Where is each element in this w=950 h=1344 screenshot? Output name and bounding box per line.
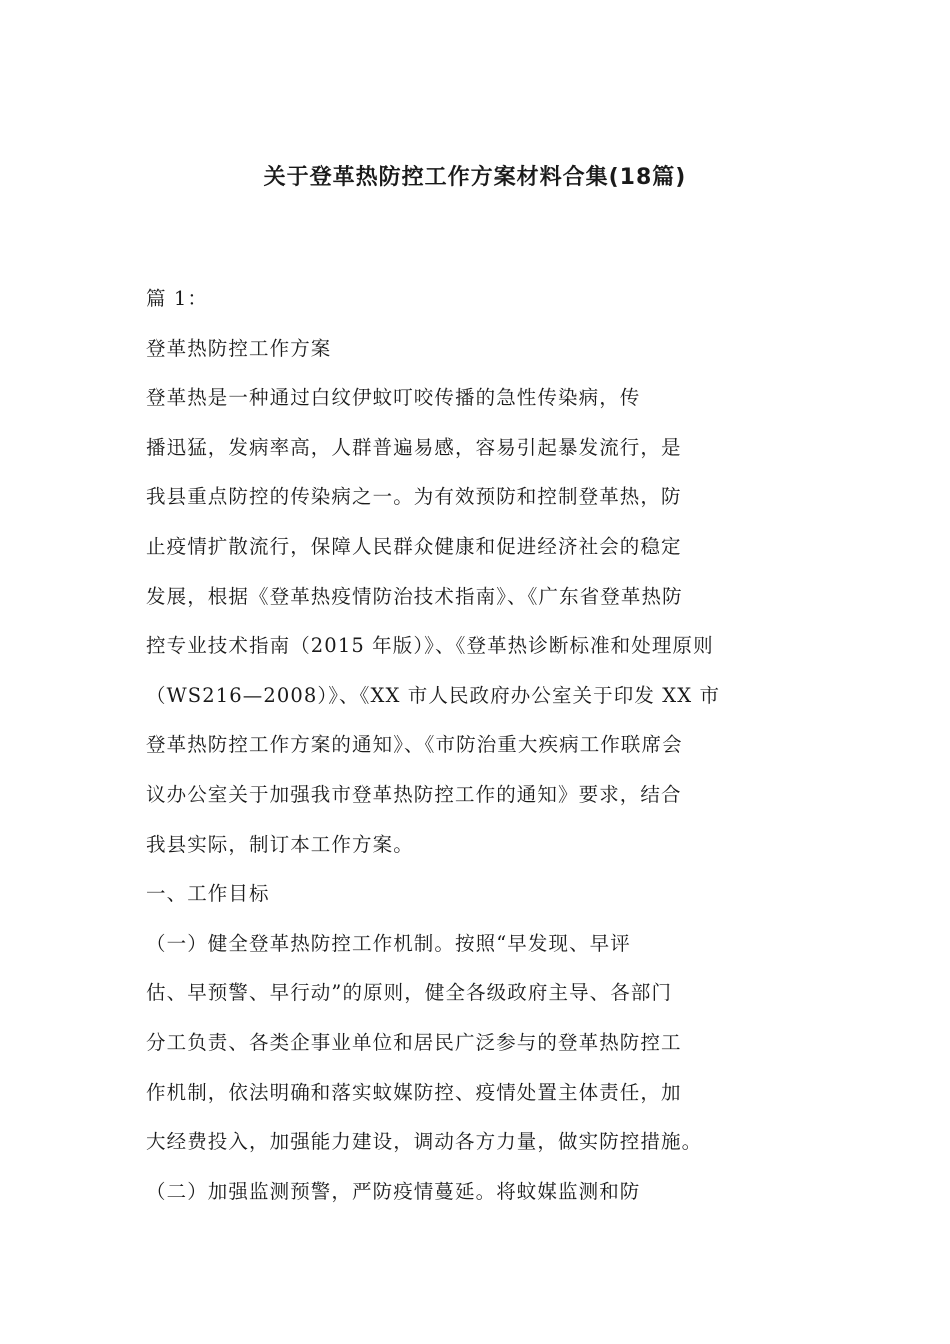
text-line: 我县重点防控的传染病之一。为有效预防和控制登革热，防 — [146, 485, 682, 509]
text-line: 大经费投入，加强能力建设，调动各方力量，做实防控措施。 — [146, 1130, 703, 1154]
text-line: 估、早预警、早行动”的原则，健全各级政府主导、各部门 — [146, 981, 673, 1005]
text-line: 我县实际，制订本工作方案。 — [146, 832, 414, 856]
text-line: （二）加强监测预警，严防疫情蔓延。将蚊媒监测和防 — [146, 1179, 641, 1203]
text-line: 播迅猛，发病率高，人群普遍易感，容易引起暴发流行，是 — [146, 435, 682, 459]
text-line: （一）健全登革热防控工作机制。按照“早发现、早评 — [146, 931, 631, 955]
section-heading: 一、工作目标 — [146, 882, 270, 906]
text-line: 议办公室关于加强我市登革热防控工作的通知》要求，结合 — [146, 782, 682, 806]
text-line: 止疫情扩散流行，保障人民群众健康和促进经济社会的稳定 — [146, 534, 682, 558]
text-line: 分工负责、各类企事业单位和居民广泛参与的登革热防控工 — [146, 1030, 682, 1054]
text-line: 篇 1： — [146, 287, 209, 310]
document-body — [146, 283, 846, 1225]
text-line: 登革热防控工作方案的通知》、《市防治重大疾病工作联席会 — [146, 733, 683, 757]
text-line: 控专业技术指南（2015 年版）》、《登革热诊断标准和处理原则 — [146, 634, 714, 658]
text-line: 登革热是一种通过白纹伊蚊叮咬传播的急性传染病，传 — [146, 386, 641, 410]
text-line: 作机制，依法明确和落实蚊媒防控、疫情处置主体责任，加 — [146, 1080, 682, 1104]
text-line: 登革热防控工作方案 — [146, 336, 332, 360]
document-title: 关于登革热防控工作方案材料合集(18篇) — [263, 165, 687, 190]
text-line: （WS216—2008）》、《XX 市人民政府办公室关于印发 XX 市 — [146, 683, 721, 707]
text-line: 发展，根据《登革热疫情防治技术指南》、《广东省登革热防 — [146, 584, 683, 608]
